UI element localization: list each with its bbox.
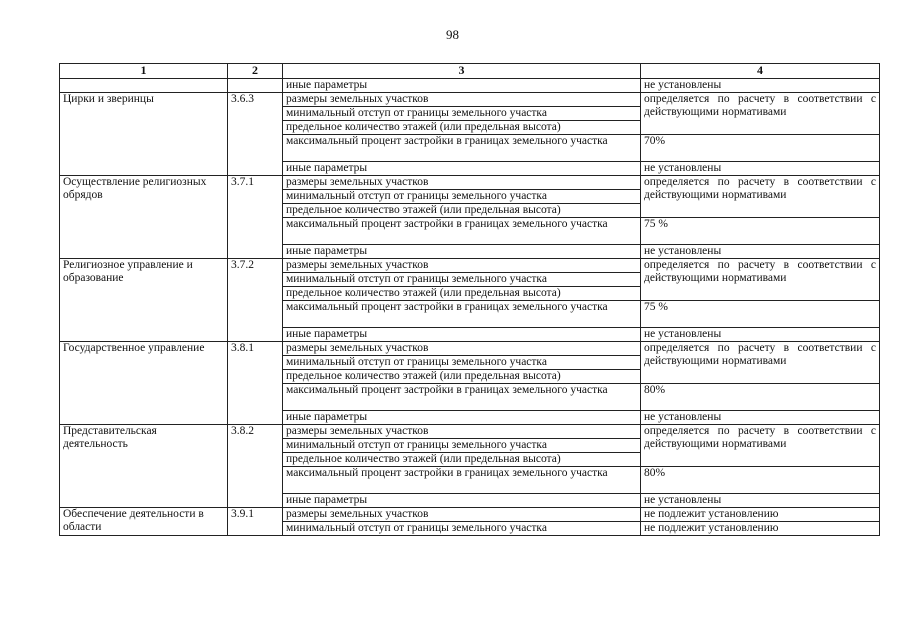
param-cell: предельное количество этажей (или предельная высота) — [283, 287, 641, 301]
value-cell: 80% — [641, 384, 880, 411]
table-row — [60, 93, 880, 107]
use-name-cell: Осуществление религиозных обрядов — [60, 176, 228, 259]
param-cell: предельное количество этажей (или предельная высота) — [283, 370, 641, 384]
param-cell: иные параметры — [283, 494, 641, 508]
param-cell: максимальный процент застройки в границах земельного участка — [283, 218, 641, 245]
page-number: 98 — [446, 27, 459, 42]
param-cell: максимальный процент застройки в границах земельного участка — [283, 467, 641, 494]
header-col-2: 2 — [228, 64, 283, 79]
value-cell: не установлены — [641, 79, 880, 93]
param-cell: максимальный процент застройки в границах земельного участка — [283, 301, 641, 328]
param-cell: минимальный отступ от границы земельного участка — [283, 439, 641, 453]
param-cell: иные параметры — [283, 245, 641, 259]
value-cell: 70% — [641, 135, 880, 162]
use-name-cell: Обеспечение деятельности в области — [60, 508, 228, 536]
param-cell: иные параметры — [283, 79, 641, 93]
value-cell: не подлежит установлению — [641, 508, 880, 522]
param-cell: минимальный отступ от границы земельного участка — [283, 356, 641, 370]
use-code-cell: 3.9.1 — [228, 508, 283, 536]
use-name-cell: Цирки и зверинцы — [60, 93, 228, 176]
use-code-cell: 3.8.2 — [228, 425, 283, 508]
param-cell: иные параметры — [283, 328, 641, 342]
header-col-4: 4 — [641, 64, 880, 79]
param-cell: размеры земельных участков — [283, 176, 641, 190]
use-name-cell — [60, 79, 228, 93]
header-col-3: 3 — [283, 64, 641, 79]
table-row — [60, 176, 880, 190]
header-col-1: 1 — [60, 64, 228, 79]
param-cell: предельное количество этажей (или предельная высота) — [283, 204, 641, 218]
use-code-cell: 3.7.1 — [228, 176, 283, 259]
param-cell: иные параметры — [283, 411, 641, 425]
param-cell: максимальный процент застройки в границах земельного участка — [283, 384, 641, 411]
use-code-cell: 3.6.3 — [228, 93, 283, 176]
param-cell: минимальный отступ от границы земельного участка — [283, 522, 641, 536]
table-row — [60, 342, 880, 356]
use-name-cell: Государственное управление — [60, 342, 228, 425]
value-cell: определяется по расчету в соответствии с действующими нормативами — [641, 259, 880, 301]
param-cell: предельное количество этажей (или предельная высота) — [283, 453, 641, 467]
value-cell: не установлены — [641, 245, 880, 259]
value-cell: определяется по расчету в соответствии с действующими нормативами — [641, 342, 880, 384]
param-cell: минимальный отступ от границы земельного участка — [283, 190, 641, 204]
table-row — [60, 259, 880, 273]
use-name-cell: Представительская деятельность — [60, 425, 228, 508]
table-row — [60, 425, 880, 439]
param-cell: предельное количество этажей (или предельная высота) — [283, 121, 641, 135]
table-row — [60, 79, 880, 93]
use-code-cell — [228, 79, 283, 93]
table-row — [60, 508, 880, 522]
value-cell: 75 % — [641, 218, 880, 245]
param-cell: максимальный процент застройки в границах земельного участка — [283, 135, 641, 162]
param-cell: минимальный отступ от границы земельного участка — [283, 107, 641, 121]
param-cell: размеры земельных участков — [283, 425, 641, 439]
value-cell: определяется по расчету в соответствии с действующими нормативами — [641, 176, 880, 218]
use-code-cell: 3.7.2 — [228, 259, 283, 342]
value-cell: не подлежит установлению — [641, 522, 880, 536]
value-cell: не установлены — [641, 162, 880, 176]
param-cell: размеры земельных участков — [283, 342, 641, 356]
value-cell: 80% — [641, 467, 880, 494]
param-cell: минимальный отступ от границы земельного участка — [283, 273, 641, 287]
header-row — [60, 64, 880, 79]
value-cell: определяется по расчету в соответствии с действующими нормативами — [641, 425, 880, 467]
param-cell: размеры земельных участков — [283, 93, 641, 107]
use-code-cell: 3.8.1 — [228, 342, 283, 425]
value-cell: не установлены — [641, 494, 880, 508]
value-cell: не установлены — [641, 411, 880, 425]
param-cell: иные параметры — [283, 162, 641, 176]
use-name-cell: Религиозное управление и образование — [60, 259, 228, 342]
param-cell: размеры земельных участков — [283, 508, 641, 522]
value-cell: не установлены — [641, 328, 880, 342]
value-cell: 75 % — [641, 301, 880, 328]
regulations-table — [59, 63, 880, 536]
param-cell: размеры земельных участков — [283, 259, 641, 273]
value-cell: определяется по расчету в соответствии с действующими нормативами — [641, 93, 880, 135]
